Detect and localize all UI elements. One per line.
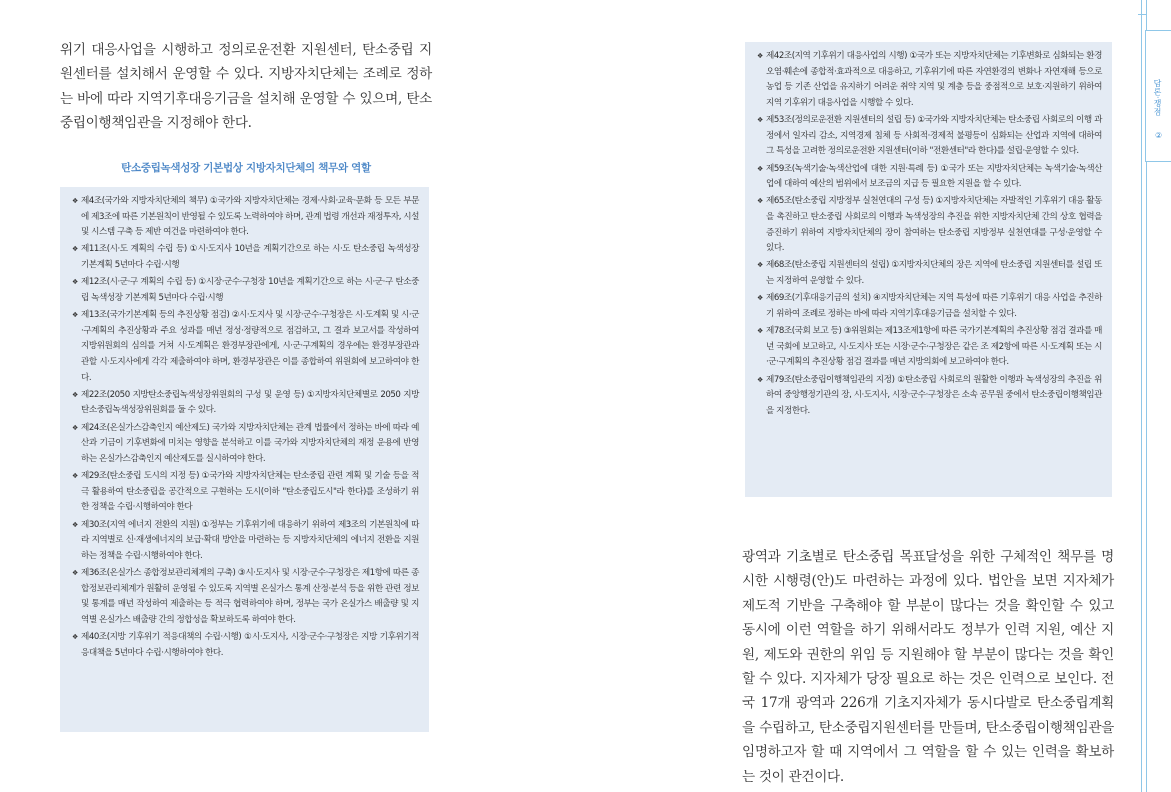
law-article-item — [72, 469, 419, 516]
section-tab-number: ② — [1155, 131, 1163, 140]
law-article-text: 제65조(탄소중립 지방정부 실천연대의 구성 등) ①지방자치단체는 자발적인 기후위기 대응 활동을 촉진하고 탄소중립 사회로의 이행과 녹색성장의 추진을 위한 지방자치단체 간의 상호 협력을 증진하기 위하여 지방자치단체의 장이 참여하는 탄소중립 지방정부 실천연대를 구성·운영할 수 있다. — [766, 196, 1102, 254]
diamond-bullet-icon: ❖ — [72, 569, 78, 578]
law-article-text: 제40조(지방 기후위기 적응대책의 수립·시행) ①시·도지사, 시장·군수·구청장은 지방 기후위기적응대책을 5년마다 수립·시행하여야 한다. — [81, 632, 419, 658]
diamond-bullet-icon: ❖ — [757, 327, 763, 336]
law-article-text: 제68조(탄소중립 지원센터의 설립) ①지방자치단체의 장은 지역에 탄소중립 지원센터를 설립 또는 지정하여 운영할 수 있다. — [766, 260, 1102, 287]
law-article-text: 제4조(국가와 지방자치단체의 책무) ①국가와 지방자치단체는 경제·사회·교육·문화 등 모든 부문에 제3조에 따른 기본원칙이 반영될 수 있도록 노력하여야 하며, 관계 법령 개선과 재정투자, 시설 및 시스템 구축 등 제반 여건을 마련하여야 한다. — [81, 196, 419, 238]
law-excerpt-box-left — [60, 187, 429, 732]
law-article-text: 제30조(지역 에너지 전환의 지원) ①정부는 기후위기에 대응하기 위하여 제3조의 기본원칙에 따라 지역별로 신·재생에너지의 보급·확대 방안을 마련하는 등 지방자치단체의 에너지 전환을 지원하는 정책을 수립·시행하여야 한다. — [81, 519, 419, 561]
law-article-item — [757, 258, 1102, 289]
law-article-item — [72, 566, 419, 628]
law-article-item — [72, 518, 419, 565]
diamond-bullet-icon: ❖ — [72, 423, 78, 432]
diamond-bullet-icon: ❖ — [757, 197, 763, 206]
diamond-bullet-icon: ❖ — [72, 245, 78, 254]
section-tab-label: 담론·쟁점 — [1153, 79, 1162, 117]
diamond-bullet-icon: ❖ — [72, 633, 78, 642]
diamond-bullet-icon: ❖ — [757, 164, 763, 173]
law-article-item — [72, 388, 419, 419]
law-article-text: 제29조(탄소중립 도시의 지정 등) ①국가와 지방자치단체는 탄소중립 관련 계획 및 기술 등을 적극 활용하여 탄소중립을 공간적으로 구현하는 도시(이하 "탄소중립도시"라 한다)를 조성하기 위한 정책을 수립·시행하여야 한다 — [81, 471, 419, 513]
diamond-bullet-icon: ❖ — [72, 311, 78, 320]
law-article-text: 제36조(온실가스 종합정보관리체계의 구축) ③시·도지사 및 시장·군수·구청장은 제1항에 따른 종합정보관리체계가 원활히 운영될 수 있도록 지역별 온실가스 통계 산정·분석 등을 위한 관련 정보 및 통계를 매년 작성하여 제출하는 등 적극 협력하여야 하며, 정부는 국가 온실가스 배출량 및 지역별 온실가스 배출량 간의 정합성을 확보하도록 하여야 한다. — [81, 568, 419, 625]
law-article-item — [72, 275, 419, 306]
law-article-item — [757, 291, 1102, 322]
law-article-item — [72, 194, 419, 241]
law-article-text: 제42조(지역 기후위기 대응사업의 시행) ①국가 또는 지방자치단체는 기후변화로 심화되는 환경오염·훼손에 종합적·효과적으로 대응하고, 기후위기에 따른 자연환경의 변화나 자연재해 등으로 농업 등 기존 산업을 유지하기 어려운 취약 지역 및 계층 등을 중점적으로 보호·지원하기 위하여 지역 기후위기 대응사업을 시행할 수 있다. — [766, 51, 1102, 108]
section-tab[interactable] — [1145, 30, 1171, 162]
diamond-bullet-icon: ❖ — [72, 390, 78, 399]
law-article-text: 제78조(국회 보고 등) ③위원회는 제13조제1항에 따른 국가기본계획의 추진상황 점검 결과를 매년 국회에 보고하고, 시·도지사 또는 시장·군수·구청장은 같은 조 제2항에 따른 시·도계획 또는 시·군·구계획의 추진상황 점검 결과를 매년 지방의회에 보고하여야 한다. — [766, 326, 1102, 368]
law-article-item — [757, 162, 1102, 193]
law-article-item — [72, 630, 419, 661]
law-article-item — [757, 49, 1102, 111]
law-article-item — [757, 194, 1102, 256]
law-article-text: 제13조(국가기본계획 등의 추진상황 점검) ②시·도지사 및 시장·군수·구청장은 시·도계획 및 시·군·구계획의 추진상황과 주요 성과를 매년 정성·정량적으로 점검하고, 그 결과 보고서를 작성하여 지방위원회의 심의를 거쳐 시·도계획은 환경부장관에게, 시·군·구계획의 경우에는 환경부장관과 관할 시·도지사에게 각각 제출하여야 하며, 환경부장관은 이를 종합하여 위원회에 보고하여야 한다. — [81, 310, 419, 383]
diamond-bullet-icon: ❖ — [72, 197, 78, 205]
law-article-item — [757, 113, 1102, 160]
law-article-item — [757, 324, 1102, 371]
law-box-title: 탄소중립녹색성장 기본법상 지방자치단체의 책무와 역할 — [121, 162, 371, 174]
diamond-bullet-icon: ❖ — [72, 472, 78, 481]
diamond-bullet-icon: ❖ — [72, 520, 78, 529]
law-article-text: 제11조(시·도 계획의 수립 등) ①시·도지사 10년을 계획기간으로 하는 시·도 탄소중립 녹색성장 기본계획 5년마다 수립·시행 — [81, 244, 419, 271]
diamond-bullet-icon: ❖ — [72, 278, 78, 287]
law-excerpt-box-right — [745, 42, 1112, 497]
law-article-item — [757, 373, 1102, 420]
diamond-bullet-icon: ❖ — [757, 52, 763, 60]
law-article-text: 제22조(2050 지방탄소중립녹색성장위원회의 구성 및 운영 등) ①지방자치단체별로 2050 지방탄소중립녹색성장위원회를 둘 수 있다. — [81, 389, 419, 416]
body-paragraph: 광역과 기초별로 탄소중립 목표달성을 위한 구체적인 책무를 명시한 시행령(안)도 마련하는 과정에 있다. 법안을 보면 지자체가 제도적 기반을 구축해야 할 부분이 많다는 것을 확인할 수 있고 동시에 이런 역할을 하기 위해서라도 정부가 인력 지원, 예산 지원, 제도와 권한의 위임 등 지원해야 할 부분이 많다는 것을 확인할 수 있다. 지자체가 당장 필요로 하는 것은 인력으로 보인다. 전국 17개 광역과 226개 기초지자체가 동시다발로 탄소중립계획을 수립하고, 탄소중립지원센터를 만들며, 탄소중립이행책임관을 임명하고자 할 때 지역에서 그 역할을 할 수 있는 인력을 확보하는 것이 관건이다. — [742, 549, 1114, 785]
law-article-text: 제69조(기후대응기금의 설치) ④지방자치단체는 지역 특성에 따른 기후위기 대응 사업을 추진하기 위하여 조례로 정하는 바에 따라 지역기후대응기금을 설치할 수 있다. — [766, 293, 1102, 319]
rail-corner-mark — [1138, 0, 1147, 15]
diamond-bullet-icon: ❖ — [757, 261, 763, 270]
rail-line — [1141, 0, 1142, 792]
law-article-text: 제24조(온실가스감축인지 예산제도) 국가와 지방자치단체는 관계 법률에서 정하는 바에 따라 예산과 기금이 기후변화에 미치는 영향을 분석하고 이를 국가와 지방자치단체의 재정 운용에 반영하는 온실가스감축인지 예산제도를 실시하여야 한다. — [81, 422, 419, 464]
law-article-text: 제12조(시·군·구 계획의 수립 등) ①시장·군수·구청장 10년을 계획기간으로 하는 시·군·구 탄소중립 녹색성장 기본계획 5년마다 수립·시행 — [81, 277, 419, 303]
diamond-bullet-icon: ❖ — [757, 116, 763, 125]
law-article-item — [72, 308, 419, 386]
diamond-bullet-icon: ❖ — [757, 375, 763, 384]
law-article-text: 제79조(탄소중립이행책임관의 지정) ①탄소중립 사회로의 원활한 이행과 녹색성장의 추진을 위하여 중앙행정기관의 장, 시·도지사, 시장·군수·구청장은 소속 공무원 중에서 탄소중립이행책임관을 지정한다. — [766, 374, 1102, 416]
diamond-bullet-icon: ❖ — [757, 294, 763, 303]
law-article-item — [72, 421, 419, 468]
law-article-item — [72, 242, 419, 273]
law-article-text: 제59조(녹색기술·녹색산업에 대한 지원·특례 등) ①국가 또는 지방자치단체는 녹색기술·녹색산업에 대하여 예산의 범위에서 보조금의 지급 등 필요한 지원을 할 수 있다. — [766, 163, 1102, 190]
law-article-text: 제53조(정의로운전환 지원센터의 설립 등) ①국가와 지방자치단체는 탄소중립 사회로의 이행 과정에서 일자리 감소, 지역경제 침체 등 사회적·경제적 불평등이 심화되는 산업과 지역에 대하여 그 특성을 고려한 정의로운전환 지원센터(이하 "전환센터"라 한다)를 설립·운영할 수 있다. — [766, 115, 1102, 157]
intro-paragraph: 위기 대응사업을 시행하고 정의로운전환 지원센터, 탄소중립 지원센터를 설치해서 운영할 수 있다. 지방자치단체는 조례로 정하는 바에 따라 지역기후대응기금을 설치해 운영할 수 있으며, 탄소중립이행책임관을 지정해야 한다. — [60, 42, 432, 132]
